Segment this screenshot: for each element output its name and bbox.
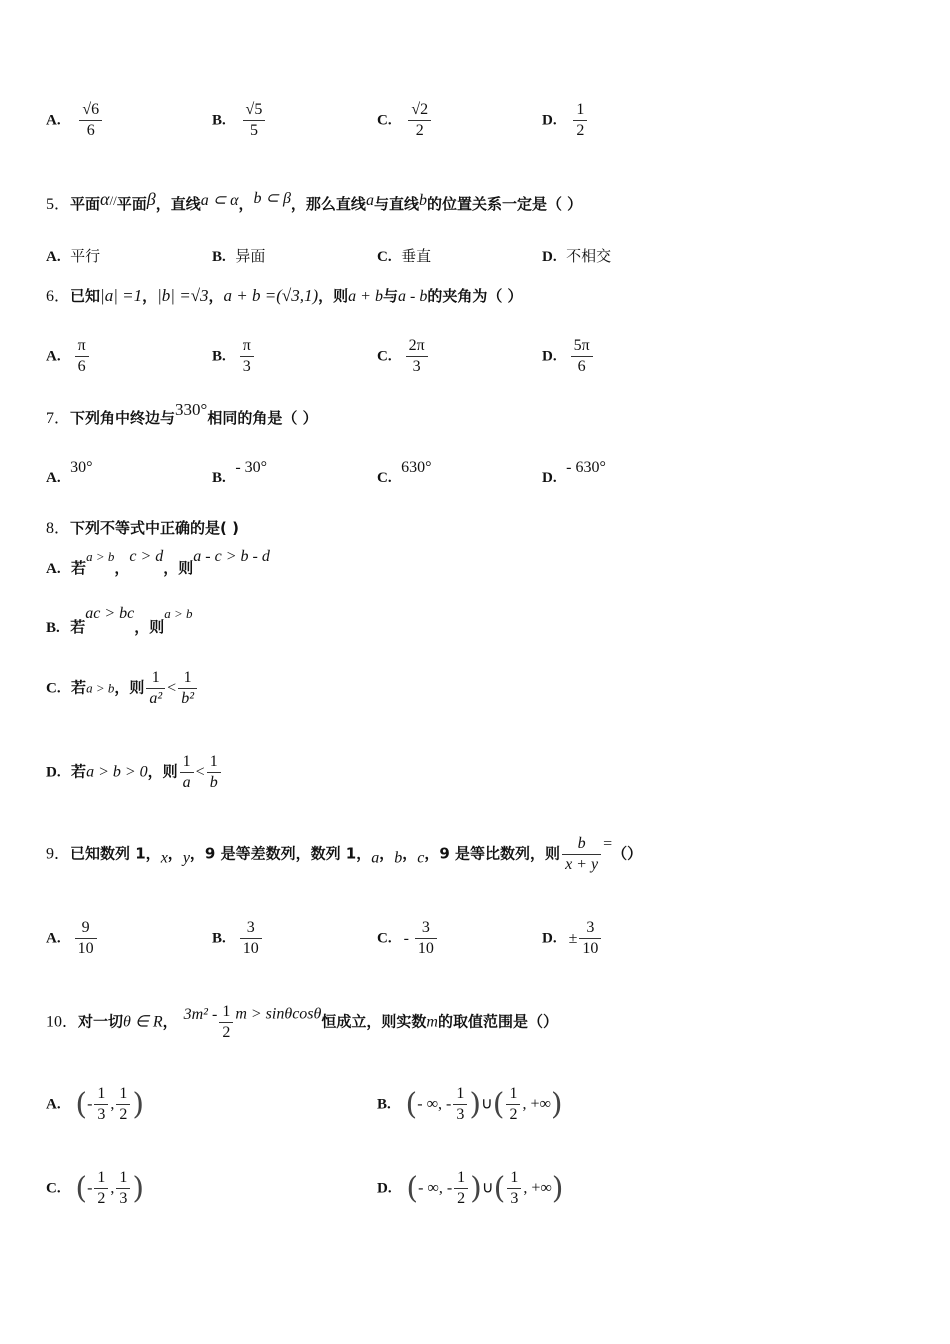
fraction: $\frac{b}{x + y}$ [562, 834, 601, 875]
fraction: $\frac{1}{2}$ [506, 1084, 520, 1125]
q10-option-b[interactable]: B. (- ∞, - $\frac{1}{3}$ )∪( $\frac{1}{2}$ , +∞) [377, 1085, 563, 1123]
q5-stem: 5．平面α//平面β，直线a ⊂ α，b ⊂ β，那么直线a与直线b的位置关系一定是（ ） [46, 189, 583, 213]
fraction: $\frac{1}{2}$ [573, 100, 587, 141]
q6-options [46, 336, 910, 386]
q9-option-c[interactable]: C. - $\frac{3}{10}$ [377, 918, 439, 959]
q6-option-b[interactable]: B. $\frac{\pi}{3}$ [212, 336, 256, 377]
fraction: $\frac{1}{\text{b²}}$ [178, 668, 197, 709]
q4-option-d[interactable] [542, 100, 589, 141]
q7-option-a[interactable]: A. 30° [46, 459, 93, 486]
q6-stem: 6．已知|a| =1，|b| =√3，a + b =(√3,1)，则a + b与a - b的夹角为（ ） [46, 286, 523, 305]
q7-option-c[interactable]: C. 630° [377, 459, 432, 486]
right-paren: ) [469, 1087, 482, 1122]
q8-option-a[interactable]: A. 若a > b，c > d，则a - c > b - d [46, 548, 270, 577]
left-paren: ( [493, 1171, 506, 1206]
right-paren: ) [132, 1087, 145, 1122]
option-label: A. [46, 112, 61, 129]
q4-options [46, 100, 910, 160]
q5-option-b[interactable]: B. 异面 [212, 247, 266, 265]
q8-option-c[interactable]: C. 若a > b，则 $\frac{1}{\text{a²}}$ < $\frac{1}{\text{b²}}$ [46, 668, 910, 709]
fraction: $\frac{5\pi}{6}$ [571, 336, 593, 377]
right-paren: ) [470, 1171, 482, 1206]
q8-option-b[interactable]: B. 若ac > bc，则a > b [46, 605, 193, 636]
fraction: $\frac{9}{10}$ [75, 918, 97, 959]
left-paren: ( [405, 1087, 418, 1122]
fraction: $\frac{1}{2}$ [454, 1168, 468, 1209]
fraction: $\frac{1}{a}$ [180, 752, 194, 793]
q6-option-c[interactable]: C. $\frac{2\pi}{3}$ [377, 336, 430, 377]
q6-option-a[interactable]: A. $\frac{\pi}{6}$ [46, 336, 91, 377]
q4-option-c[interactable] [377, 100, 433, 141]
q5-option-a[interactable]: A. 平行 [46, 247, 101, 265]
left-paren: ( [406, 1171, 419, 1206]
option-label: D. [542, 112, 557, 129]
option-label: C. [377, 112, 392, 129]
q8-option-d[interactable]: D. 若a > b > 0，则 $\frac{1}{a}$ < $\frac{1}{b}$ [46, 752, 910, 793]
fraction: $\frac{√5}{5}$ [243, 100, 266, 141]
q9-option-a[interactable]: A. $\frac{9}{10}$ [46, 918, 99, 959]
option-label: B. [212, 112, 226, 129]
q10-stem: 10．对一切θ ∈ R， 3m² - $\frac{1}{2}$ m > sinθcosθ恒成立，则实数m的取值范围是（） [46, 1003, 558, 1041]
fraction: $\frac{1}{3}$ [507, 1168, 521, 1209]
q7-option-d[interactable]: D. - 630° [542, 459, 606, 486]
q4-option-a[interactable] [46, 100, 104, 141]
fraction: $\frac{1}{3}$ [94, 1084, 108, 1125]
left-paren: ( [492, 1087, 505, 1122]
fraction: $\frac{1}{b}$ [207, 752, 221, 793]
q9-option-b[interactable]: B. $\frac{3}{10}$ [212, 918, 264, 959]
right-paren: ) [551, 1171, 564, 1206]
q4-option-b[interactable] [212, 100, 267, 141]
q7-option-b[interactable]: B. - 30° [212, 459, 268, 486]
q5-option-d[interactable]: D. 不相交 [542, 247, 612, 265]
q9-option-d[interactable]: D. ± $\frac{3}{10}$ [542, 918, 603, 959]
q10-option-a[interactable]: A. (- $\frac{1}{3}$ , $\frac{1}{2}$ ) [46, 1085, 145, 1123]
q10-option-d[interactable]: D. (- ∞, - $\frac{1}{2}$ )∪( $\frac{1}{3}$ , +∞) [377, 1169, 564, 1207]
left-paren: ( [75, 1171, 88, 1206]
q9-options [46, 918, 910, 968]
q5-option-c[interactable]: C. 垂直 [377, 247, 432, 265]
fraction: $\frac{1}{3}$ [116, 1168, 130, 1209]
q8-stem: 8．下列不等式中正确的是( ) [46, 519, 239, 537]
left-paren: ( [75, 1087, 88, 1122]
q7-options [46, 458, 910, 488]
fraction: $\frac{1}{2}$ [116, 1084, 130, 1125]
fraction: $\frac{\pi}{3}$ [240, 336, 254, 377]
q7-stem: 7．下列角中终边与330°相同的角是（ ） [46, 400, 318, 427]
right-paren: ) [132, 1171, 145, 1206]
fraction: $\frac{\pi}{6}$ [75, 336, 89, 377]
fraction: $\frac{1}{\text{a²}}$ [146, 668, 165, 709]
fraction: $\frac{1}{2}$ [219, 1002, 233, 1043]
fraction: $\frac{√6}{6}$ [79, 100, 102, 141]
fraction: $\frac{2\pi}{3}$ [406, 336, 428, 377]
fraction: $\frac{3}{10}$ [415, 918, 437, 959]
fraction: $\frac{1}{2}$ [94, 1168, 108, 1209]
right-paren: ) [550, 1087, 563, 1122]
fraction: $\frac{3}{10}$ [579, 918, 601, 959]
fraction: $\frac{1}{3}$ [453, 1084, 467, 1125]
q10-options-row1 [46, 1084, 910, 1140]
fraction: $\frac{√2}{2}$ [408, 100, 431, 141]
q9-stem: 9．已知数列 1，x，y，9 是等差数列，数列 1，a，b，c，9 是等比数列，则 $\frac{b}{x + y}$ =（） [46, 835, 643, 873]
q5-options [46, 245, 910, 269]
fraction: $\frac{3}{10}$ [240, 918, 262, 959]
q10-options-row2 [46, 1168, 910, 1224]
q6-option-d[interactable]: D. $\frac{5\pi}{6}$ [542, 336, 595, 377]
q10-option-c[interactable]: C. (- $\frac{1}{2}$ , $\frac{1}{3}$ ) [46, 1169, 145, 1207]
